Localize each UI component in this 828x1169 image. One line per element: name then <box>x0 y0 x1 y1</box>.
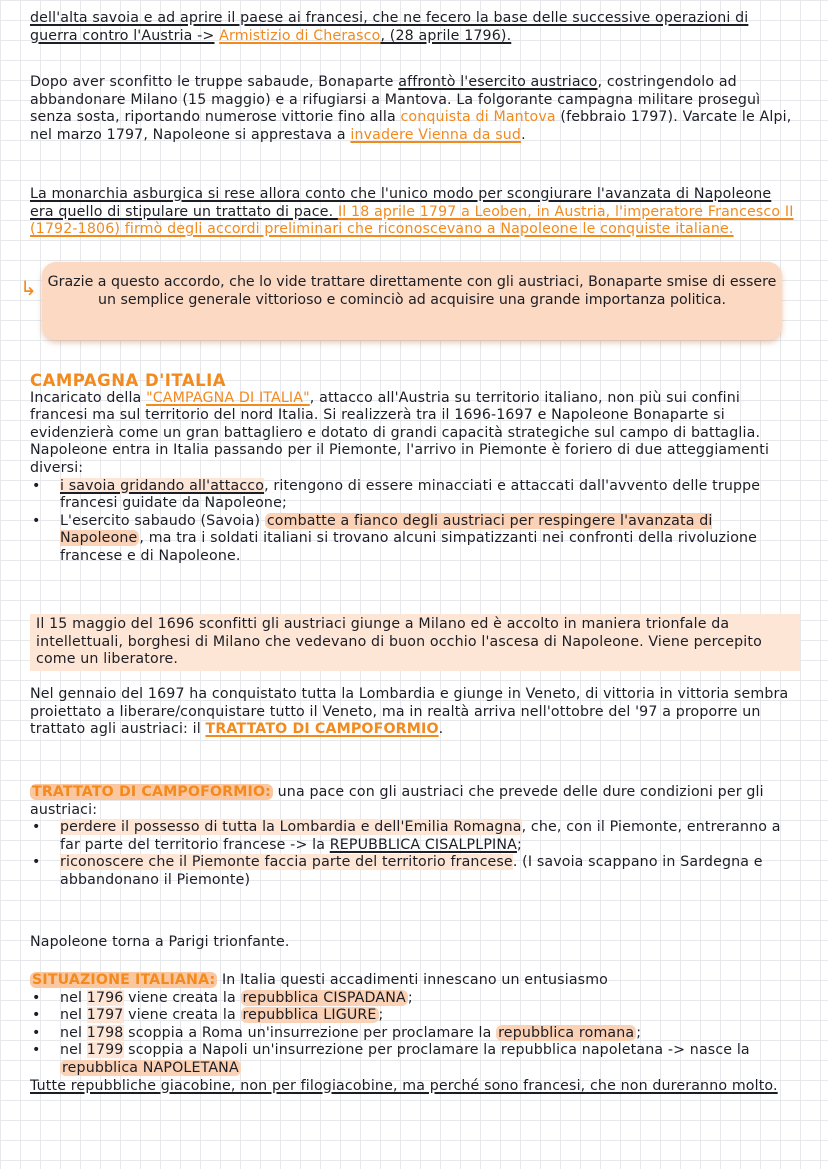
highlight-text: repubblica CISPADANA <box>242 989 406 1006</box>
text: ; <box>516 836 522 853</box>
text: ; <box>636 1024 642 1041</box>
section-situazione <box>30 972 798 1095</box>
text: nel <box>60 1042 87 1059</box>
text: , costringendolo ad abbandonare Milano (15 maggio) e a rifugiarsi a Mantova. La folgorante campagna militare proseguì senza sosta, riportando numerose vittorie fino alla <box>30 74 761 126</box>
text: scoppia a Roma un'insurrezione per proclamare la <box>123 1024 497 1041</box>
text: . (I savoia scappano in Sardegna e abbandonano il Piemonte) <box>60 854 763 888</box>
highlight-text: riconoscere che il Piemonte faccia parte del territorio francese <box>60 854 513 871</box>
highlight-text: repubblica LIGURE <box>242 1007 377 1024</box>
text: Nel gennaio del 1697 ha conquistato tutta la Lombardia e giunge in Veneto, di vittoria in vittoria sembra proiettato a liberare/conquistare tutto il Veneto, ma in realtà arriva nell'ottobre del '97 a proporre un trattato agli austriaci: il <box>30 686 789 738</box>
text: , attacco all'Austria su territorio italiano, non più sui confini francesi ma sul territorio del nord Italia. Si realizzerà tra il 1696-1697 e Napoleone Bonaparte si evidenzierà come un gran battagliero e dotato di grandi capacità strategiche sul campo di battaglia. Napoleone entra in Italia passando per il Piemonte, l'arrivo in Piemonte è foriero di due atteggiamenti diversi: <box>30 389 770 476</box>
paragraph-milano <box>30 614 800 671</box>
arrow-icon: ↳ <box>20 276 37 300</box>
callout-box <box>42 262 782 340</box>
section-heading-campagna: CAMPAGNA D'ITALIA <box>30 371 227 390</box>
list-item <box>30 1025 798 1043</box>
text: In Italia questi accadimenti innescano un entusiasmo <box>217 972 609 988</box>
text: Incaricato della <box>30 389 147 406</box>
highlight-campoformio: TRATTATO DI CAMPOFORMIO <box>205 721 439 738</box>
list-item <box>30 990 798 1008</box>
list-item <box>30 478 798 513</box>
highlight-text: combatte a fianco degli austriaci per respingere l'avanzata di Napoleone <box>60 512 713 547</box>
text: . <box>438 721 444 738</box>
highlight-text: repubblica NAPOLETANA <box>62 1059 239 1076</box>
list-item <box>30 513 798 566</box>
list-item <box>30 1042 798 1077</box>
text: , ma tra i soldati italiani si trovano alcuni simpatizzanti nei confronti della rivoluzione francese e di Napoleone. <box>60 530 758 564</box>
highlight-armistizio: Armistizio di Cherasco <box>219 27 381 44</box>
list-item <box>30 854 798 889</box>
paragraph-cherasco <box>30 10 798 45</box>
text: Il 15 maggio del 1696 sconfitti gli austriaci giunge a Milano ed è accolto in maniera trionfale da intellettuali, borghesi di Milano che vedevano di buon occhio l'ascesa di Napoleone. Viene percepito come un liberatore. <box>36 616 762 668</box>
highlight-text: repubblica romana <box>498 1024 635 1041</box>
text: nel <box>60 1007 87 1024</box>
text: una pace con gli austriaci che prevede delle dure condizioni per gli austriaci: <box>30 784 764 818</box>
paragraph-leoben <box>30 186 798 239</box>
bullet-list <box>30 819 798 889</box>
paragraph-veneto <box>30 686 798 739</box>
text: . <box>521 126 526 143</box>
text: scoppia a Napoli un'insurrezione per proclamare la repubblica napoletana -> nasce la <box>123 1042 750 1059</box>
callout-text: Grazie a questo accordo, che lo vide trattare direttamente con gli austriaci, Bonaparte smise di essere un semplice generale vittorioso e cominciò ad acquisire una grande importanza politica. <box>47 274 777 308</box>
highlight-leoben: Il 18 aprile 1797 a Leoben, in Austria, l'imperatore Francesco II (1792-1806) firmò degli accordi preliminari che riconoscevano a Napoleone le conquiste italiane. <box>30 203 794 238</box>
list-item <box>30 1007 798 1025</box>
text: , ritengono di essere minacciati e attaccati dall'avvento delle truppe francesi guidate da Napoleone; <box>60 477 761 512</box>
highlight-vienna: invadere Vienna da sud <box>350 126 522 143</box>
underlined-text: affrontò l'esercito austriaco <box>398 74 598 90</box>
closing-text: Tutte repubbliche giacobine, non per filogiacobine, ma perché sono francesi, che non dureranno molto. <box>30 1077 778 1094</box>
section-campoformio <box>30 784 798 890</box>
text: nel <box>60 1024 87 1041</box>
text: Dopo aver sconfitto le truppe sabaude, Bonaparte <box>30 74 399 90</box>
bullet-list <box>30 990 798 1078</box>
text: viene creata la <box>123 1007 241 1024</box>
underlined-text: REPUBBLICA CISALPLPINA <box>329 836 517 853</box>
text: , (28 aprile 1796). <box>380 27 512 44</box>
highlight-mantova: conquista di Mantova <box>400 109 556 126</box>
section-heading-situazione: SITUAZIONE ITALIANA: <box>32 972 216 988</box>
year-highlight: 1797 <box>86 1007 124 1024</box>
text: ; <box>407 989 413 1006</box>
underlined-text: La monarchia asburgica si rese allora conto che l'unico modo per scongiurare l'avanzata di Napoleone era quello di stipulare un trattato di pace. <box>30 186 772 220</box>
text: dell'alta savoia e ad aprire il paese ai francesi, che ne fecero la base delle successive operazioni di guerra contro l'Austria -> <box>30 10 749 44</box>
section-campagna <box>30 372 798 566</box>
text: Napoleone torna a Parigi trionfante. <box>30 934 290 950</box>
text: L'esercito sabaudo (Savoia) <box>60 512 265 529</box>
highlight-text: perdere il possesso di tutta la Lombardia e dell'Emilia Romagna <box>60 819 522 836</box>
list-item <box>30 819 798 854</box>
text: (febbraio 1797). Varcate le Alpi, nel marzo 1797, Napoleone si apprestava a <box>30 109 792 143</box>
year-highlight: 1798 <box>86 1024 124 1041</box>
highlight-text: i savoia gridando all'attacco <box>60 477 265 494</box>
year-highlight: 1796 <box>86 989 124 1006</box>
paragraph-parigi <box>30 934 798 952</box>
text: ; <box>378 1007 384 1024</box>
paragraph-austria-campaign <box>30 74 798 144</box>
text: nel <box>60 989 87 1006</box>
year-highlight: 1799 <box>86 1042 124 1059</box>
text: viene creata la <box>123 989 241 1006</box>
bullet-list <box>30 478 798 566</box>
highlight-campagna: "CAMPAGNA DI ITALIA" <box>146 389 310 406</box>
text: , che, con il Piemonte, entreranno a far parte del territorio francese -> la <box>60 819 781 853</box>
section-heading-campoformio: TRATTATO DI CAMPOFORMIO: <box>32 784 271 800</box>
